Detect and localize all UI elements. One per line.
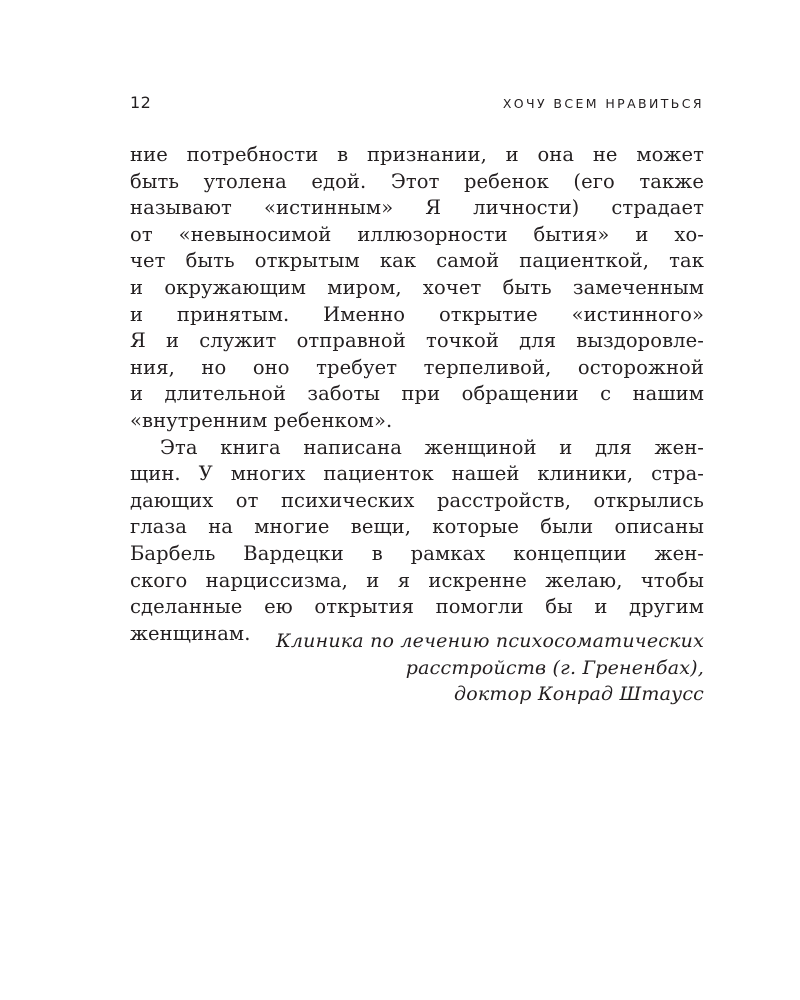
signature-block — [130, 628, 704, 708]
text-line: Я и служит отправной точкой для выздоровле- — [130, 329, 704, 353]
text-line: ния, но оно требует терпеливой, осторожной — [130, 355, 704, 379]
text-body — [130, 142, 704, 647]
text-line: и длительной заботы при обращении с нашим — [130, 382, 704, 406]
text-line: от «невыносимой иллюзорности бытия» и хо- — [130, 222, 704, 246]
book-page — [130, 0, 704, 1000]
text-line: называют «истинным» Я личности) страдает — [130, 196, 704, 220]
text-line: сделанные ею открытия помогли бы и другим — [130, 595, 704, 619]
text-line: дающих от психических расстройств, открылись — [130, 488, 704, 512]
text-line: и окружающим миром, хочет быть замеченным — [130, 275, 704, 299]
text-line: Эта книга написана женщиной и для жен- — [160, 435, 704, 459]
paragraph-2 — [130, 435, 704, 648]
text-line: женщинам. — [130, 621, 251, 645]
text-line: ского нарциссизма, и я искренне желаю, чтобы — [130, 568, 704, 592]
page-number: 12 — [130, 93, 152, 112]
text-line: ние потребности в признании, и она не может — [130, 143, 704, 166]
text-line: чет быть открытым как самой пациенткой, так — [130, 249, 704, 273]
signature-line: расстройств (г. Грененбах), — [405, 656, 704, 679]
text-line: глаза на многие вещи, которые были описаны — [130, 515, 704, 539]
signature-line: доктор Конрад Штаусс — [453, 683, 704, 705]
text-line: быть утолена едой. Этот ребенок (его также — [130, 169, 704, 193]
text-line: и принятым. Именно открытие «истинного» — [130, 302, 704, 326]
running-head — [130, 92, 704, 114]
text-line: щин. У многих пациенток нашей клиники, стра- — [130, 462, 704, 486]
paragraph-1 — [130, 142, 704, 435]
text-line: Барбель Вардецки в рамках концепции жен- — [130, 541, 704, 565]
signature-line: Клиника по лечению психосоматических — [275, 630, 704, 652]
running-title: ХОЧУ ВСЕМ НРАВИТЬСЯ — [502, 96, 704, 111]
text-line: «внутренним ребенком». — [130, 408, 393, 432]
